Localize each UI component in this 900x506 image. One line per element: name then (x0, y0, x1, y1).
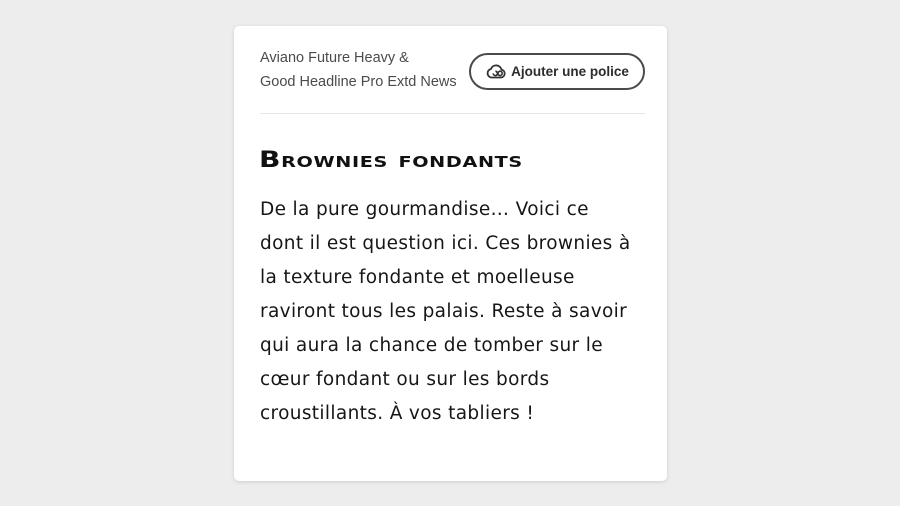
font-pair-names (260, 46, 470, 94)
add-font-button-label: Ajouter une police (511, 64, 629, 79)
card-header (260, 46, 645, 114)
sample-heading: Brownies fondants (259, 148, 523, 173)
font-pairing-card (234, 26, 667, 481)
sample-paragraph: De la pure gourmandise… Voici ce dont il est question ici. Ces brownies à la texture fondante et moelleuse raviront tous les palais. Reste à savoir qui aura la chance de tomber sur le cœur fondant ou sur les bords croustillants. À vos tabliers ! (260, 199, 631, 424)
creative-cloud-icon (485, 64, 507, 80)
primary-font-name: Aviano Future Heavy & (260, 50, 409, 66)
add-font-button[interactable] (469, 53, 645, 90)
secondary-font-name: Good Headline Pro Extd News (260, 74, 457, 90)
